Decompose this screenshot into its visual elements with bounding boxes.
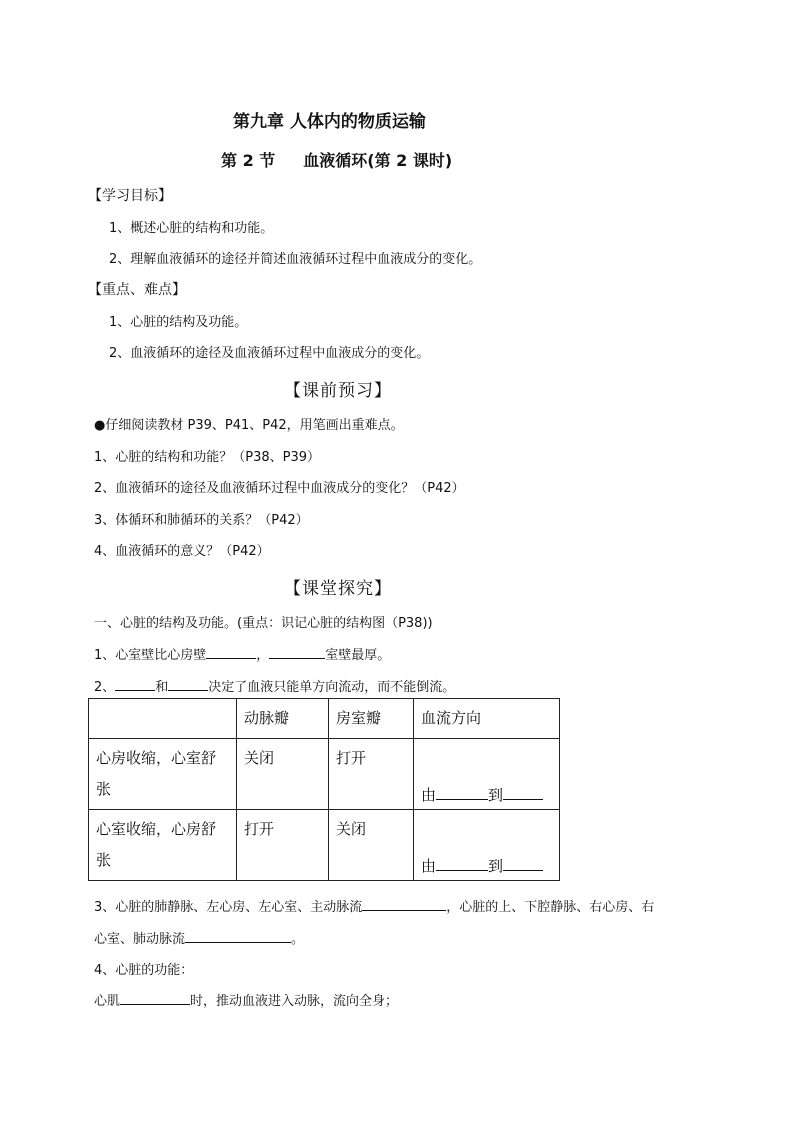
question-5-tail: 时，推动血液进入动脉，流向全身； <box>190 994 399 1009</box>
key-points-tag: 【重点、难点】 <box>88 282 186 298</box>
question-3-text: 3、心脏的肺静脉、左心房、左心室、主动脉流 <box>94 900 363 915</box>
table-header-row <box>89 699 560 739</box>
answer-blank[interactable] <box>185 930 291 943</box>
answer-blank[interactable] <box>206 646 256 659</box>
section-title <box>221 148 452 171</box>
section-number: 第 2 节 <box>221 151 276 170</box>
answer-blank[interactable] <box>115 678 155 691</box>
question-1-sep: ， <box>256 648 270 663</box>
question-1-tail: 室壁最厚。 <box>325 648 391 663</box>
goal-item: 1、概述心脏的结构和功能。 <box>109 221 274 236</box>
direction-from: 由 <box>421 786 437 804</box>
answer-blank[interactable] <box>436 787 488 800</box>
question-2-text: 2、 <box>94 680 116 695</box>
question-3-text-2: ，心脏的上、下腔静脉、右心房、右 <box>446 900 655 915</box>
direction-from: 由 <box>421 857 437 875</box>
table-row <box>89 739 560 810</box>
question-1 <box>94 644 390 663</box>
table-cell-direction <box>414 810 560 881</box>
answer-blank[interactable] <box>362 898 446 911</box>
preview-item: 1、心脏的结构和功能？（P38、P39） <box>94 450 321 465</box>
answer-blank[interactable] <box>168 678 208 691</box>
question-2-tail: 决定了血液只能单方向流动，而不能倒流。 <box>208 680 456 695</box>
table-header-cell: 房室瓣 <box>329 699 414 739</box>
preview-item: 2、血液循环的途径及血液循环过程中血液成分的变化？（P42） <box>94 481 465 496</box>
question-3-end: 。 <box>291 932 305 947</box>
goals-tag: 【学习目标】 <box>88 188 172 204</box>
section-name: 血液循环(第 2 课时) <box>303 151 453 170</box>
question-1-text: 1、心室壁比心房壁 <box>94 648 207 663</box>
table-header-cell: 动脉瓣 <box>237 699 329 739</box>
explore-heading: 【课堂探究】 <box>284 579 392 599</box>
table-cell-state: 心房收缩，心室舒张 <box>89 739 237 810</box>
goal-item: 2、理解血液循环的途径并简述血液循环过程中血液成分的变化。 <box>109 252 482 267</box>
question-2 <box>94 676 455 695</box>
answer-blank[interactable] <box>503 858 543 871</box>
question-2-and: 和 <box>155 680 169 695</box>
table-header-cell: 血流方向 <box>414 699 560 739</box>
preview-item: 3、体循环和肺循环的关系？（P42） <box>94 513 309 528</box>
question-5 <box>94 990 398 1009</box>
key-point-item: 2、血液循环的途径及血液循环过程中血液成分的变化。 <box>109 346 430 361</box>
key-point-item: 1、心脏的结构及功能。 <box>109 315 248 330</box>
table-cell-av-valve: 打开 <box>329 739 414 810</box>
question-5-text: 心肌 <box>94 994 121 1009</box>
question-3-line1 <box>94 896 654 915</box>
chapter-title: 第九章 人体内的物质运输 <box>233 112 426 132</box>
table-cell-state: 心室收缩，心房舒张 <box>89 810 237 881</box>
question-3-line2 <box>94 928 304 947</box>
direction-to: 到 <box>488 786 504 804</box>
answer-blank[interactable] <box>269 646 325 659</box>
direction-to: 到 <box>488 857 504 875</box>
table-cell-artery-valve: 关闭 <box>237 739 329 810</box>
answer-blank[interactable] <box>436 858 488 871</box>
preview-item: 4、血液循环的意义？（P42） <box>94 544 270 559</box>
question-3-text-3: 心室、肺动脉流 <box>94 932 186 947</box>
preview-item: ●仔细阅读教材 P39、P41、P42，用笔画出重难点。 <box>94 418 404 433</box>
answer-blank[interactable] <box>503 787 543 800</box>
table-cell-artery-valve: 打开 <box>237 810 329 881</box>
question-4: 4、心脏的功能： <box>94 963 194 978</box>
table-cell-av-valve: 关闭 <box>329 810 414 881</box>
table-header-cell <box>89 699 237 739</box>
preview-heading: 【课前预习】 <box>284 381 392 401</box>
table-cell-direction <box>414 739 560 810</box>
valve-table <box>88 698 560 881</box>
answer-blank[interactable] <box>120 992 190 1005</box>
table-row <box>89 810 560 881</box>
explore-intro: 一、心脏的结构及功能。(重点：识记心脏的结构图（P38)) <box>94 616 433 631</box>
